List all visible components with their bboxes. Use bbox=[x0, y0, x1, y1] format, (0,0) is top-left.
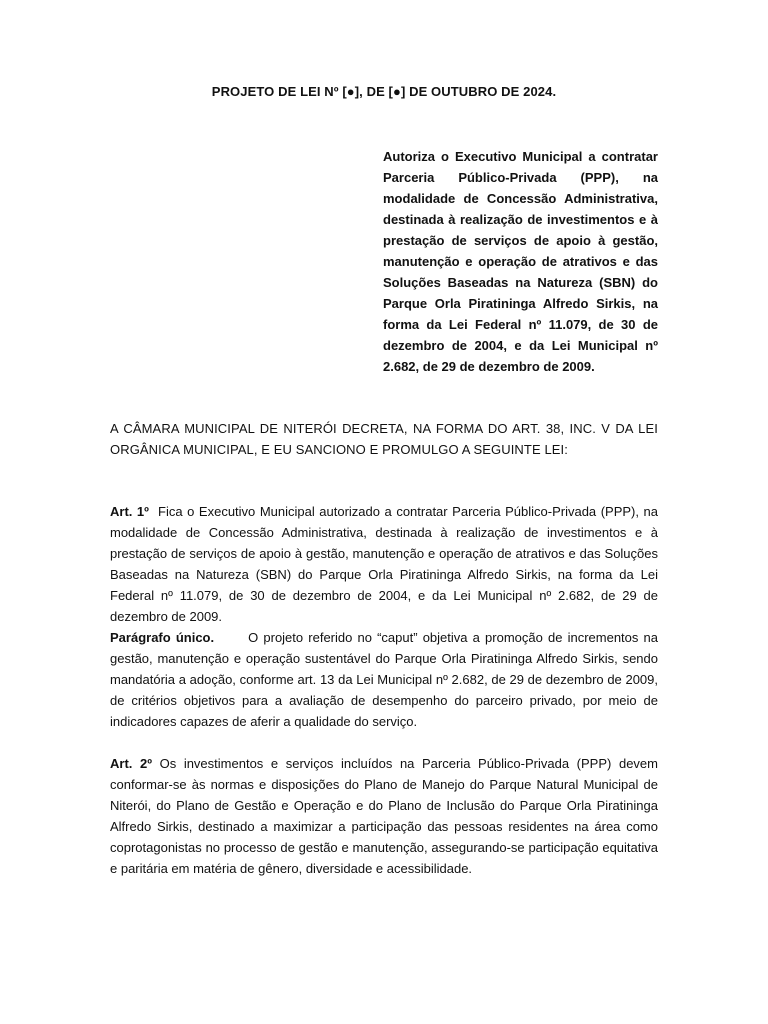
bill-title: PROJETO DE LEI Nº [●], DE [●] DE OUTUBRO DE 2024. bbox=[211, 84, 557, 99]
sole-paragraph bbox=[110, 627, 658, 732]
article-2-label: Art. 2º bbox=[110, 756, 152, 771]
sole-paragraph-text: O projeto referido no “caput” objetiva a promoção de incrementos na gestão, manutenção e operação sustentável do Parque Orla Piratininga Alfredo Sirkis, sendo mandatória a adoção, conforme art. 13 da Lei Municipal nº 2.682, de 29 de dezembro de 2009, de critérios objetivos para a avaliação de desempenho do parceiro privado, por meio de indicadores capazes de aferir a qualidade do serviço. bbox=[110, 630, 659, 729]
article-1-text: Fica o Executivo Municipal autorizado a contratar Parceria Público-Privada (PPP), na modalidade de Concessão Administrativa, destinada à realização de investimentos e à prestação de serviços de apoio à gestão, manutenção e operação de atrativos e das Soluções Baseadas na Natureza (SBN) do Parque Orla Piratininga Alfredo Sirkis, na forma da Lei Federal nº 11.079, de 30 de dezembro de 2004, e da Lei Municipal nº 2.682, de 29 de dezembro de 2009. bbox=[110, 504, 658, 624]
article-2 bbox=[110, 753, 658, 879]
sole-paragraph-label: Parágrafo único. bbox=[110, 630, 215, 645]
bill-summary: Autoriza o Executivo Municipal a contratar Parceria Público-Privada (PPP), na modalidade de Concessão Administrativa, destinada à realização de investimentos e à prestação de serviços de apoio à gestão, manutenção e operação de atrativos e das Soluções Baseadas na Natureza (SBN) do Parque Orla Piratininga Alfredo Sirkis, na forma da Lei Federal nº 11.079, de 30 de dezembro de 2004, e da Lei Municipal nº 2.682, de 29 de dezembro de 2009. bbox=[383, 149, 658, 374]
article-1 bbox=[110, 501, 658, 627]
article-2-text: Os investimentos e serviços incluídos na Parceria Público-Privada (PPP) devem conformar-se às normas e disposições do Plano de Manejo do Parque Natural Municipal de Niterói, do Plano de Gestão e Operação e do Plano de Inclusão do Parque Orla Piratininga Alfredo Sirkis, destinado a maximizar a participação das pessoas residentes na área como coprotagonistas no processo de gestão e manutenção, assegurando-se participação equitativa e paritária em matéria de gênero, diversidade e acessibilidade. bbox=[110, 756, 658, 876]
article-1-label: Art. 1º bbox=[110, 504, 149, 519]
enactment-clause: A CÂMARA MUNICIPAL DE NITERÓI DECRETA, NA FORMA DO ART. 38, INC. V DA LEI ORGÂNICA MUNICIPAL, E EU SANCIONO E PROMULGO A SEGUINTE LEI: bbox=[110, 421, 658, 457]
